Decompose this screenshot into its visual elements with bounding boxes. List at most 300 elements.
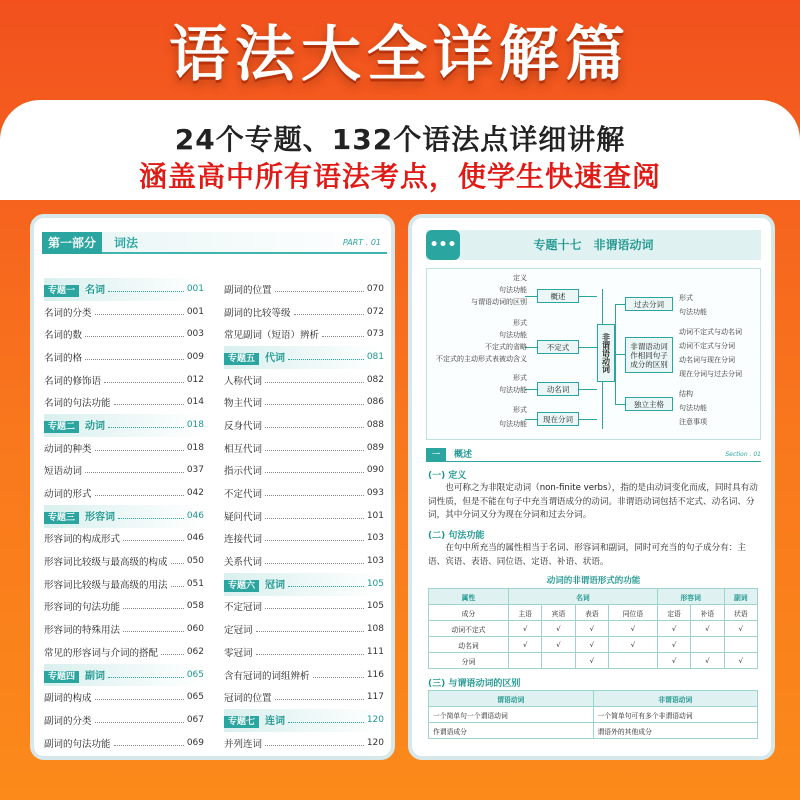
toc-text: 形容词比较级与最高级的用法 [44,579,168,591]
toc-topic-row [224,573,384,596]
table-subheader: 定语 [657,605,690,621]
page-number: 018 [186,419,204,430]
toc-label [44,508,115,523]
toc-row [224,732,384,755]
toc-topic-row [44,278,204,301]
section-en: Section . 01 [725,451,761,458]
toc-label [44,690,92,704]
toc-text: 名词的格 [44,352,83,364]
toc-text: 动词 [85,421,106,433]
toc-label [224,349,285,364]
table-cell: 动词不定式 [429,621,509,637]
toc-row [224,278,384,301]
page-number: 001 [186,283,204,294]
page-number: 042 [186,488,204,499]
subheading-definition: (一) 定义 [428,471,467,481]
toc-text: 形容词比较级与最高级的构成 [44,557,168,569]
topic-tag: 专题四 [44,671,79,683]
topic-tag: 专题三 [44,512,79,524]
toc-row [44,369,204,392]
leader-dots [104,377,184,383]
part-tag: 第一部分 [42,232,102,254]
leader-dots [313,672,364,678]
toc-label [224,645,253,659]
right-page [408,214,775,760]
table-subheader: 状语 [724,605,757,621]
topic-tag: 专题二 [44,421,79,433]
header [0,0,800,100]
mind-leaf: 句法功能 [679,308,707,316]
toc-text: 短语动词 [44,466,83,478]
toc-row [44,301,204,324]
leader-dots [95,309,184,315]
toc-text: 不定代词 [224,489,263,501]
leader-dots [161,649,184,655]
table-cell: √ [575,653,608,669]
table-cell [608,653,657,669]
toc-row [44,573,204,596]
toc-row [44,482,204,505]
table-title: 动词的非谓语形式的功能 [546,576,641,586]
toc-text: 形容词的特殊用法 [44,625,121,637]
topic-header [426,230,761,260]
leader-dots [123,603,184,609]
section-title: 概述 [454,450,473,460]
toc-row [224,550,384,573]
toc-row [224,323,384,346]
toc-text: 形容词的句法功能 [44,602,121,614]
leader-dots [95,490,184,496]
page-number: 105 [366,601,384,612]
table-subheader: 表语 [575,605,608,621]
toc-row [44,732,204,755]
toc-text: 副词的位置 [224,284,272,296]
toc-row [44,460,204,483]
leader-dots [95,694,184,700]
toc-label [224,441,262,455]
page-number: 073 [366,329,384,340]
toc-row [224,391,384,414]
page-number: 120 [366,737,384,748]
leader-dots [95,717,184,723]
toc-row [44,528,204,551]
table-cell: √ [657,653,690,669]
page-number: 108 [366,624,384,635]
page-number: 105 [366,578,384,589]
toc-topic-row [224,709,384,732]
page-number: 116 [366,669,384,680]
toc-label [224,463,262,477]
table-cell: 动名词 [429,637,509,653]
leader-dots [114,399,184,405]
mind-leaf: 定义 [513,274,527,282]
leader-dots [171,581,184,587]
mind-leaf: 结构 [679,390,693,398]
toc-row [224,505,384,528]
toc-text: 疑问代词 [224,511,263,523]
page-number: 103 [366,556,384,567]
page-number: 001 [186,306,204,317]
toc-row [44,550,204,573]
table-subheader: 主语 [508,605,541,621]
page-number: 070 [366,283,384,294]
toc-text: 关系代词 [224,557,263,569]
leader-dots [265,445,364,451]
toc-label [44,350,82,364]
toc-label [44,417,105,432]
table-cell [691,637,724,653]
page-number: 012 [186,374,204,385]
leader-dots [256,649,364,655]
toc-label [224,690,272,704]
page-number: 009 [186,351,204,362]
table-cell [724,637,757,653]
toc-text: 物主代词 [224,398,263,410]
leader-dots [123,535,184,541]
toc-text: 形容词 [85,512,116,524]
page-number: 090 [366,465,384,476]
mind-right-3: 独立主格 [625,397,673,411]
table-cell [542,653,575,669]
toc-text: 含有冠词的词组辨析 [224,670,310,682]
leader-dots [294,309,364,315]
toc-row [224,482,384,505]
page-number: 093 [366,488,384,499]
toc-row [44,323,204,346]
toc-label [44,281,105,296]
mind-leaf: 不定式的省略 [485,343,527,351]
toc-text: 动词的形式 [44,489,92,501]
toc-label [44,713,92,727]
mind-leaf: 句法功能 [499,386,527,394]
toc-label [224,622,253,636]
table-header: 属性 [429,589,509,605]
mind-leaf: 动词不定式与分词 [679,342,735,350]
topic-tag: 专题六 [224,580,259,592]
toc-label [44,441,92,455]
toc-row [224,414,384,437]
mind-leaf: 注意事项 [679,418,707,426]
leader-dots [85,331,184,337]
page-number: 046 [186,533,204,544]
table-header: 副词 [724,589,757,605]
toc-row [224,686,384,709]
toc-label [224,418,262,432]
table-cell: √ [575,637,608,653]
info-line-2: 涵盖高中所有语法考点，使学生快速查阅 [138,160,661,193]
page-number: 111 [366,646,384,657]
part-name: 词法 [114,236,139,250]
table-cell: √ [691,653,724,669]
toc-text: 不定冠词 [224,602,263,614]
toc-row [44,346,204,369]
mind-branch-1: 概述 [537,289,579,303]
leader-dots [265,422,364,428]
toc-text: 零冠词 [224,647,253,659]
toc-label [44,645,158,659]
page-number: 014 [186,397,204,408]
toc-text: 常见的形容词与介词的搭配 [44,647,159,659]
toc-label [224,531,262,545]
topic-title: 专题十七 非谓语动词 [533,238,654,252]
page-number: 062 [186,646,204,657]
toc-label [224,486,262,500]
mind-leaf: 不定式的主动形式表被动含义 [436,355,527,363]
leader-dots [265,377,364,383]
toc-text: 副词的句法功能 [44,738,111,750]
leader-dots [288,717,364,723]
toc-column-2 [224,278,384,754]
table-cell: √ [724,653,757,669]
leader-dots [114,740,184,746]
mind-leaf: 句法功能 [499,420,527,428]
table-cell: √ [575,621,608,637]
toc-text: 副词的分类 [44,715,92,727]
leader-dots [265,490,364,496]
mind-leaf: 现在分词与过去分词 [679,370,742,378]
toc-row [224,641,384,664]
toc-label [224,509,262,523]
toc-row [224,369,384,392]
section-header [426,448,761,462]
toc-row [224,437,384,460]
table-cell: √ [657,621,690,637]
toc-text: 相互代词 [224,443,263,455]
topic-tag: 专题七 [224,716,259,728]
table-cell: √ [608,621,657,637]
toc-label [44,373,101,387]
toc-label [44,463,82,477]
subheading-function: (二) 句法功能 [428,531,485,541]
mind-leaf: 形式 [679,294,693,302]
toc-label [224,305,291,319]
leader-dots [95,445,184,451]
table-cell: 分词 [429,653,509,669]
toc-text: 冠词 [265,580,286,592]
info-line-1: 24个专题、132个语法点详细讲解 [174,123,626,156]
toc-text: 人称代词 [224,375,263,387]
mind-leaf: 与谓语动词的区别 [471,298,527,306]
page-number: 065 [186,692,204,703]
table-cell: 谓语外的其他成分 [593,723,758,739]
toc-text: 冠词的位置 [224,693,272,705]
toc-text: 代词 [265,353,286,365]
mind-leaf: 句法功能 [499,331,527,339]
page-number: 082 [366,374,384,385]
mind-right-1: 过去分词 [625,297,673,311]
table-cell: √ [657,637,690,653]
leader-dots [108,672,184,678]
toc-label [224,395,262,409]
page-number: 072 [366,306,384,317]
topic-tag: 专题五 [224,353,259,365]
function-text: 在句中所充当的属性相当于名词、形容词和副词，同时可充当的句子成分有：主语、宾语、表语、同位语、定语、补语、状语。 [428,543,746,567]
toc-row [224,664,384,687]
toc-row [224,528,384,551]
toc-text: 常见副词（短语）辨析 [224,330,320,342]
page-number: 037 [186,465,204,476]
toc-label [44,486,92,500]
leader-dots [171,558,184,564]
toc-text: 指示代词 [224,466,263,478]
toc-label [44,305,92,319]
table-header: 非谓语动词 [593,691,758,707]
toc-row [44,709,204,732]
table-subheader: 成分 [429,605,509,621]
page-number: 069 [186,737,204,748]
mind-leaf: 形式 [513,374,527,382]
table-cell: √ [508,637,541,653]
mind-leaf: 句法功能 [679,404,707,412]
leader-dots [265,603,364,609]
page-number: 081 [366,351,384,362]
page-number: 058 [186,601,204,612]
mind-branch-3: 动名词 [537,382,579,396]
subheading-difference: (三) 与谓语动词的区别 [428,679,521,689]
toc-label [224,373,262,387]
toc-label [44,554,168,568]
chat-icon: ••• [426,230,460,260]
mind-branch-4: 现在分词 [537,412,579,426]
page-number: 060 [186,624,204,635]
toc-label [44,736,111,750]
table-cell: √ [508,621,541,637]
toc-topic-row [44,505,204,528]
page-number: 003 [186,329,204,340]
table-subheader: 同位语 [608,605,657,621]
left-page [30,214,395,760]
section-number: 一 [426,448,446,462]
toc-text: 名词的数 [44,330,83,342]
toc-row [224,460,384,483]
leader-dots [108,286,184,292]
toc-label [44,577,168,591]
function-table [428,588,758,669]
toc-text: 形容词的构成形式 [44,534,121,546]
leader-dots [265,399,364,405]
toc-column-1 [44,278,204,754]
page-number: 117 [366,692,384,703]
toc-row [44,641,204,664]
toc-row [44,437,204,460]
table-subheader: 补语 [691,605,724,621]
page-number: 046 [186,510,204,521]
leader-dots [85,354,184,360]
mind-leaf: 形式 [513,319,527,327]
toc-label [224,668,310,682]
toc-text: 并列连词 [224,738,263,750]
toc-topic-row [44,414,204,437]
toc-label [224,599,262,613]
toc-label [44,531,120,545]
info-band [0,100,800,200]
page-number: 086 [366,397,384,408]
page-number: 088 [366,419,384,430]
definition-text: 也可称之为非限定动词（non-finite verbs），指的是由动词变化而成，同时具有动词性质，但是不能在句子中充当谓语成分的动词。非谓语动词包括不定式、动名词、分词，其中分词又分为现在分词和过去分词。 [428,483,758,520]
toc-text: 反身代词 [224,420,263,432]
toc-text: 连词 [265,716,286,728]
toc-row [224,596,384,619]
mind-leaf: 动名词与现在分词 [679,356,735,364]
page-number: 089 [366,442,384,453]
toc-label [44,395,111,409]
leader-dots [85,467,184,473]
leader-dots [288,354,364,360]
leader-dots [265,513,364,519]
mind-leaf: 动词不定式与动名词 [679,328,742,336]
table-cell: 一个简单句可有多个非谓语动词 [593,707,758,723]
leader-dots [265,535,364,541]
leader-dots [108,422,184,428]
table-cell: √ [724,621,757,637]
toc-label [44,327,82,341]
toc-row [44,686,204,709]
toc-row [224,618,384,641]
toc-label [44,667,105,682]
toc-text: 名词的句法功能 [44,398,111,410]
table-cell: 作谓语成分 [429,723,594,739]
page-number: 103 [366,533,384,544]
toc-text: 动词的种类 [44,443,92,455]
leader-dots [275,694,364,700]
page-number: 101 [366,510,384,521]
toc-label [224,712,285,727]
leader-dots [288,581,364,587]
leader-dots [322,331,364,337]
toc-label [224,576,285,591]
leader-dots [265,467,364,473]
table-cell: 一个简单句一个谓语动词 [429,707,594,723]
toc-text: 副词的比较等级 [224,307,291,319]
toc-label [224,736,262,750]
mind-branch-2: 不定式 [537,340,579,354]
mind-right-2: 非谓语动词作相同句子成分的区别 [625,337,673,373]
toc-row [44,596,204,619]
table-cell [508,653,541,669]
mind-leaf: 句法功能 [499,286,527,294]
leader-dots [256,626,364,632]
page-number: 051 [186,578,204,589]
leader-dots [265,558,364,564]
toc-label [224,282,272,296]
poster-title: 语法大全详解篇 [169,20,631,90]
mind-center: 非谓语动词 [597,324,615,382]
page-number: 120 [366,714,384,725]
toc-text: 连接代词 [224,534,263,546]
page-number: 050 [186,556,204,567]
table-cell: √ [542,621,575,637]
leader-dots [265,740,364,746]
table-cell: √ [608,637,657,653]
table-header: 形容词 [657,589,724,605]
mind-leaf: 形式 [513,406,527,414]
toc-row [44,391,204,414]
table-header: 谓语动词 [429,691,594,707]
toc-text: 名词的修饰语 [44,375,102,387]
difference-table [428,690,758,739]
part-title-bar [42,232,387,254]
toc-row [44,618,204,641]
page-number: 065 [186,669,204,680]
table-cell: √ [691,621,724,637]
table-header: 名词 [508,589,657,605]
table-cell: √ [542,637,575,653]
toc-label [224,554,262,568]
table-subheader: 宾语 [542,605,575,621]
mind-map [426,268,761,440]
toc-topic-row [44,664,204,687]
toc-label [224,327,319,341]
